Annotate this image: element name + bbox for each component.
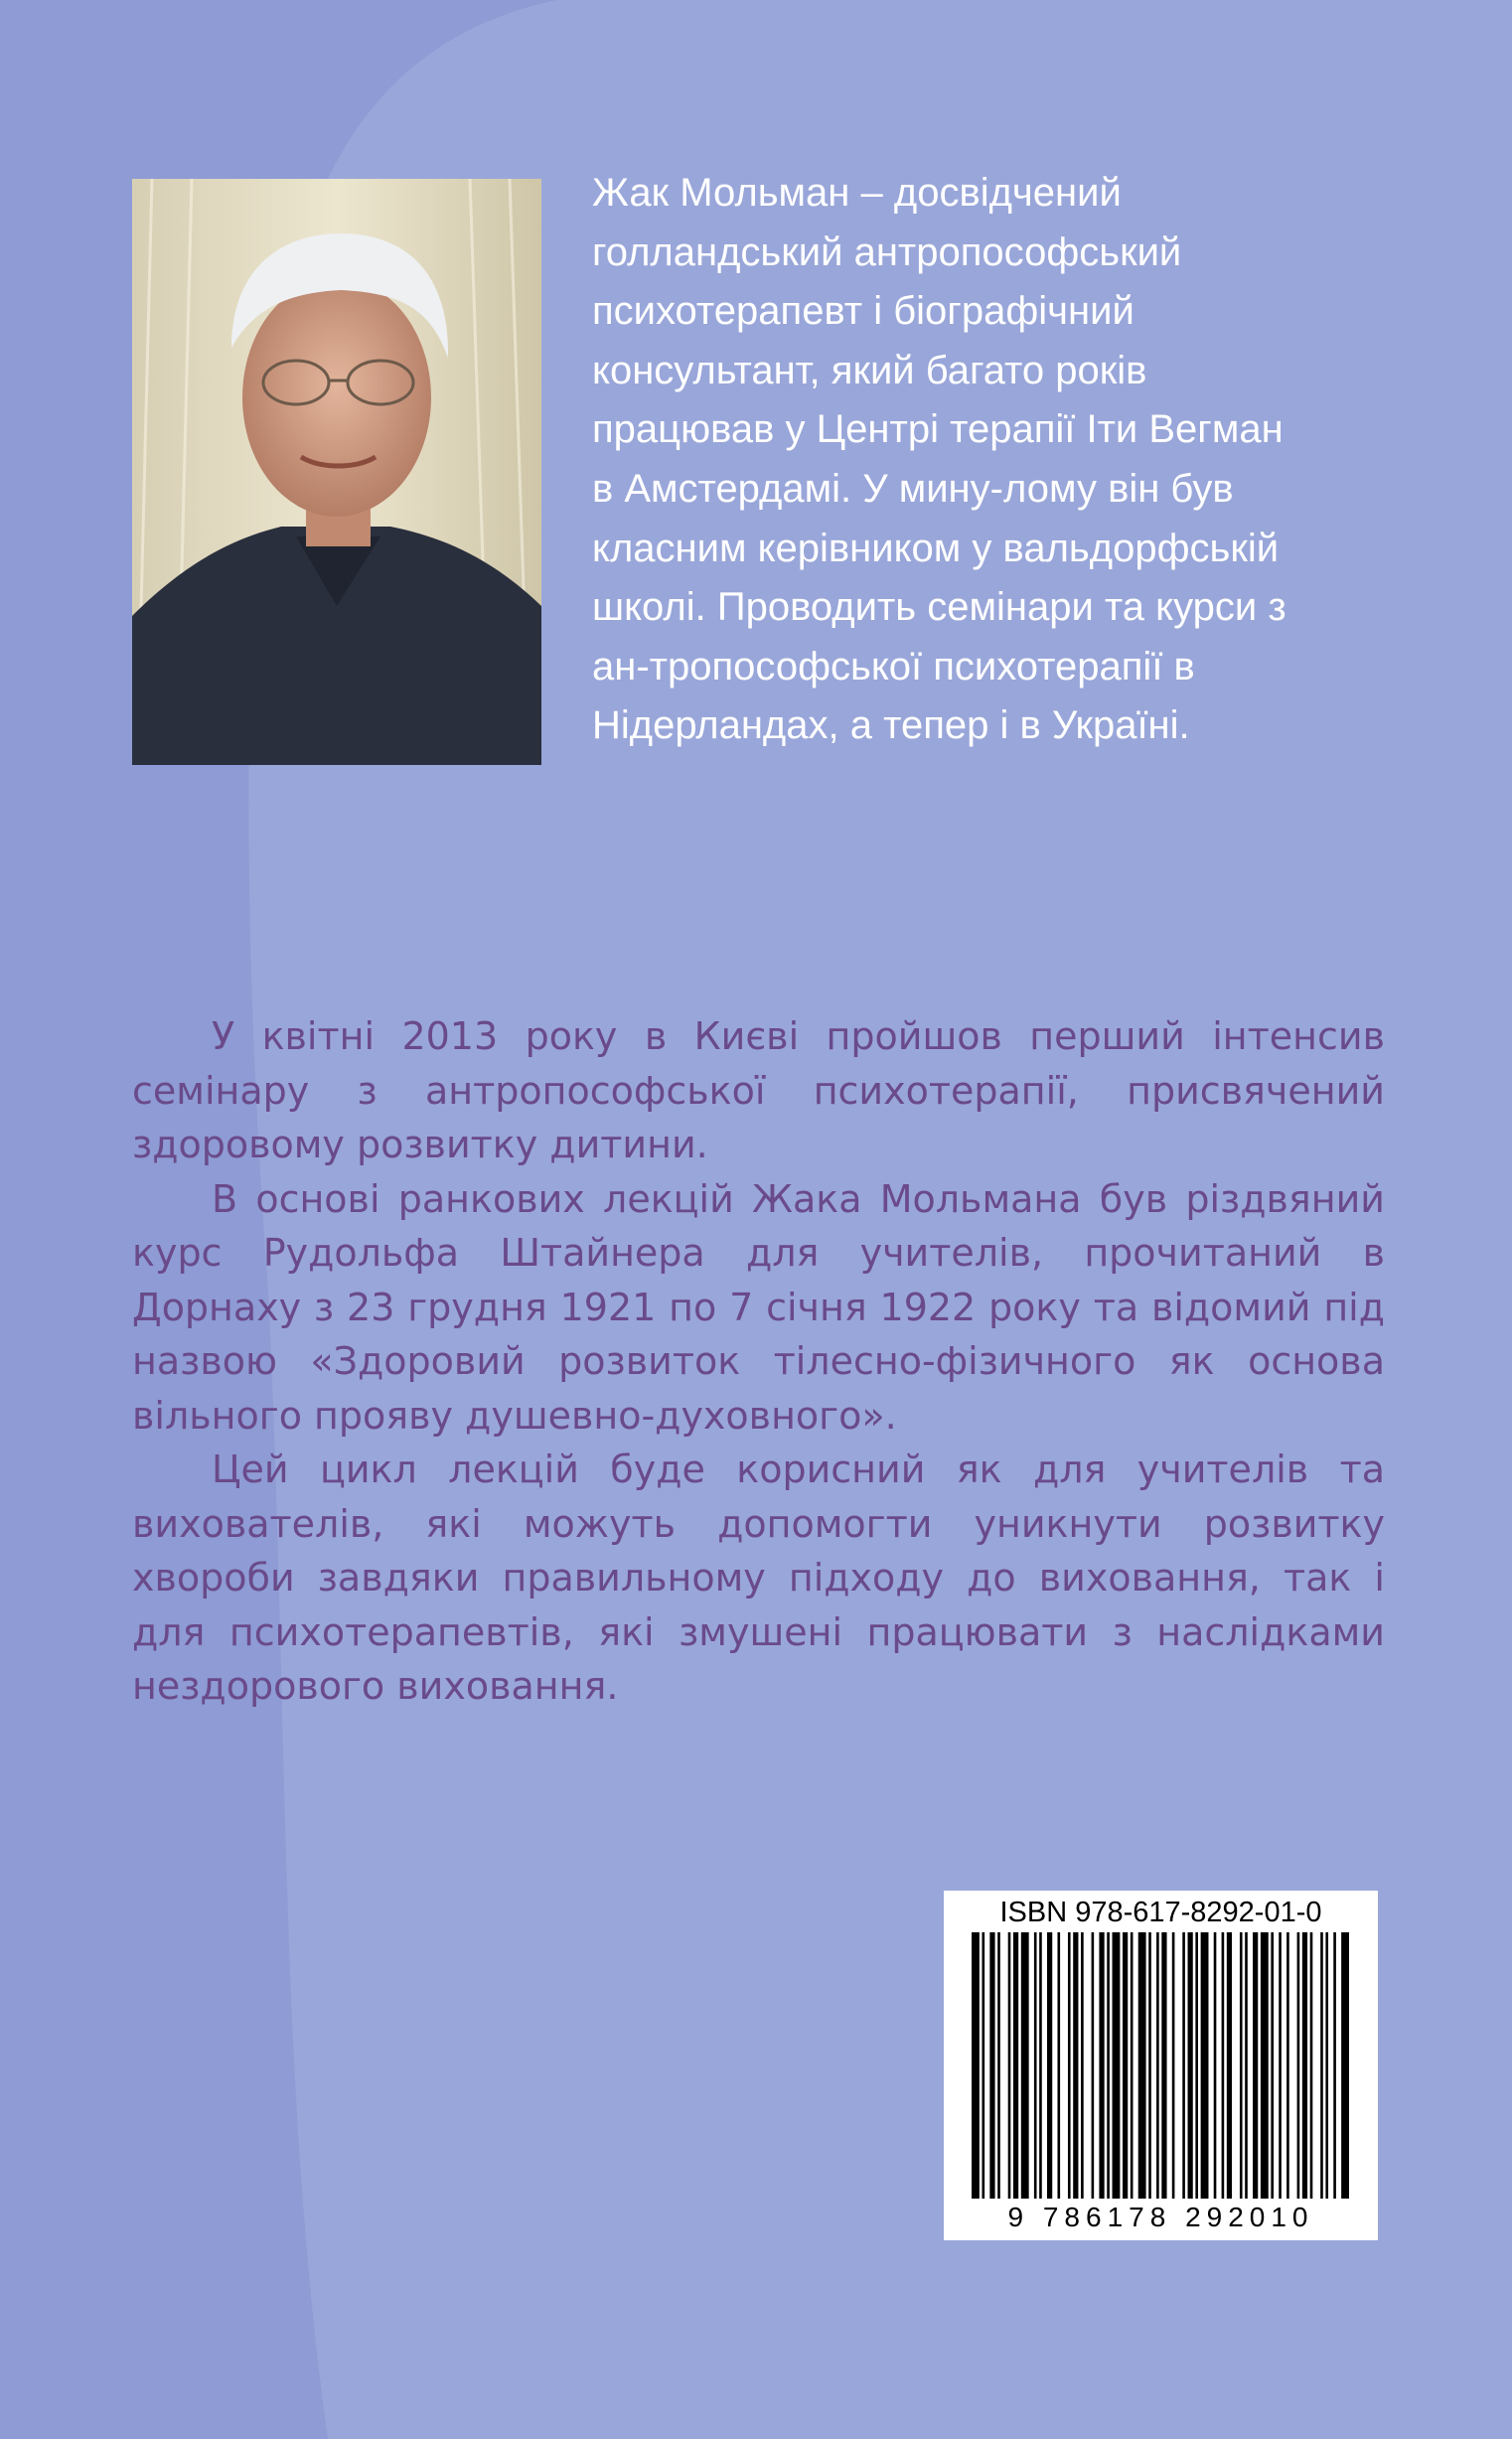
- barcode-bar: [1156, 1932, 1159, 2199]
- barcode-bars: [972, 1932, 1349, 2199]
- barcode-bar: [1195, 1932, 1198, 2199]
- barcode-bar: [1188, 1932, 1193, 2199]
- barcode-bar: [1320, 1932, 1323, 2199]
- barcode-bar: [1047, 1932, 1052, 2199]
- bio-line: ан-тропософської психотерапії в: [592, 644, 1195, 688]
- bio-line: психотерапевт і біографічний: [592, 289, 1134, 334]
- barcode-bar: [1310, 1932, 1313, 2199]
- barcode-bar: [1148, 1932, 1151, 2199]
- barcode-bar: [1286, 1932, 1289, 2199]
- barcode-bar: [989, 1932, 994, 2199]
- barcode-bar: [1068, 1932, 1071, 2199]
- barcode-bar: [982, 1932, 984, 2199]
- barcode-bar: [1161, 1932, 1166, 2199]
- barcode-bar: [1271, 1932, 1274, 2199]
- barcode-bar: [1201, 1932, 1209, 2199]
- barcode-bar: [1073, 1932, 1078, 2199]
- barcode-bar: [1253, 1932, 1258, 2199]
- barcode-bar: [1039, 1932, 1042, 2199]
- barcode-bar: [1302, 1932, 1307, 2199]
- barcode-bar: [1131, 1932, 1134, 2199]
- barcode-bar: [1021, 1932, 1029, 2199]
- bio-line: Нідерландах, а тепер і в Україні.: [592, 703, 1190, 748]
- bio-line: в Амстердамі. У мину-лому він був: [592, 466, 1234, 511]
- barcode-bar: [1222, 1932, 1225, 2199]
- description-paragraph: Цей цикл лекцій буде корисний як для учителів та вихователів, які можуть допомогти уникнути розвитку хвороби завдяки правильному підходу до виховання, так і для психотерапевтів, які змушені працювати з наслідками нездорового виховання.: [132, 1448, 1385, 1708]
- barcode-bar: [1092, 1932, 1095, 2199]
- author-bio: [592, 164, 1417, 756]
- barcode-bar: [1034, 1932, 1037, 2199]
- barcode-bar: [1057, 1932, 1060, 2199]
- barcode-bar: [1227, 1932, 1232, 2199]
- barcode-bar: [1182, 1932, 1185, 2199]
- barcode-bar: [1333, 1932, 1336, 2199]
- bio-line: школі. Проводить семінари та курси з: [592, 585, 1286, 630]
- barcode-bar: [972, 1932, 980, 2199]
- barcode-bar: [1279, 1932, 1282, 2199]
- barcode-bar: [1013, 1932, 1018, 2199]
- barcode-bar: [1099, 1932, 1104, 2199]
- isbn-barcode: [944, 1891, 1378, 2240]
- author-photo: [132, 179, 541, 765]
- description-paragraph: У квітні 2013 року в Києві пройшов перший інтенсив семінару з антропософської психотерапії, присвячений здоровому розвитку дитини.: [132, 1014, 1385, 1166]
- barcode-bar: [1172, 1932, 1175, 2199]
- barcode-bar: [1107, 1932, 1110, 2199]
- barcode-bar: [1113, 1932, 1121, 2199]
- barcode-bar: [997, 1932, 1000, 2199]
- barcode-bar: [1240, 1932, 1243, 2199]
- barcode-bar: [1123, 1932, 1128, 2199]
- barcode-bar: [1081, 1932, 1084, 2199]
- barcode-bar: [1297, 1932, 1300, 2199]
- bio-line: консультант, який багато років: [592, 348, 1147, 392]
- book-description: [132, 1009, 1385, 1714]
- barcode-digits: 9 786178 292010: [1007, 2202, 1314, 2232]
- barcode-bar: [1214, 1932, 1217, 2199]
- description-paragraph: В основі ранкових лекцій Жака Мольмана був різдвяний курс Рудольфа Штайнера для учителів, прочитаний в Дорнаху з 23 грудня 1921 по 7 січня 1922 року та відомий під назвою «Здоровий розвиток тілесно-фізичного як основа вільного прояву душевно-духовного».: [132, 1176, 1385, 1438]
- bio-line: голландський антропософський: [592, 229, 1182, 274]
- barcode-bar: [1008, 1932, 1011, 2199]
- barcode-bar: [1341, 1932, 1349, 2199]
- barcode-bar: [1325, 1932, 1328, 2199]
- barcode-bar: [1138, 1932, 1146, 2199]
- isbn-label: ISBN 978-617-8292-01-0: [999, 1897, 1322, 1928]
- barcode-bar: [1261, 1932, 1269, 2199]
- bio-line: класним керівником у вальдорфській: [592, 526, 1280, 570]
- barcode-bar: [1245, 1932, 1248, 2199]
- bio-line: працював у Центрі терапії Іти Вегман: [592, 407, 1284, 452]
- bio-line: Жак Мольман – досвідчений: [592, 171, 1122, 215]
